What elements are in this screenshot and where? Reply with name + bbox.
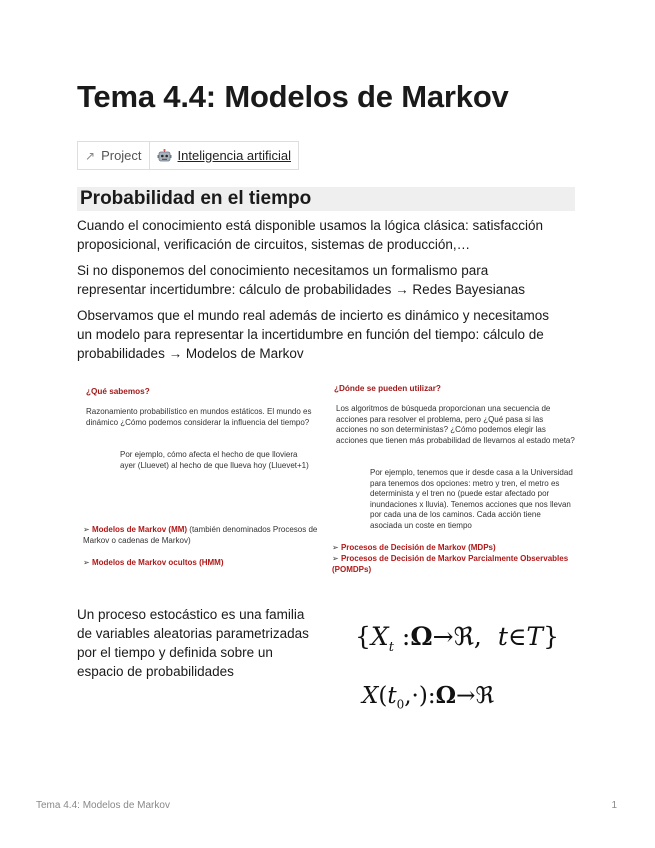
slide-left-heading: ¿Qué sabemos?	[86, 387, 150, 396]
stochastic-definition: Un proceso estocástico es una familia de variables aleatorias parametrizadas por el tiempo y definida sobre un espacio de probabilidades	[77, 607, 309, 679]
slide-left-example: Por ejemplo, cómo afecta el hecho de que lloviera ayer (Lluevet) al hecho de que llueva hoy (Lluevet+1)	[120, 450, 309, 470]
bullet-arrow-icon: ➢	[83, 558, 92, 567]
paragraph-logic: Cuando el conocimiento está disponible usamos la lógica clásica: satisfacción proposicional, verificación de circuitos, sistemas de producción,…	[77, 218, 544, 252]
slide-right-bullet-2: ➢ Procesos de Decisión de Markov Parcialmente Observables (POMDPs)	[332, 554, 569, 574]
page-title: Tema 4.4: Modelos de Markov	[77, 79, 509, 114]
slide-left-bullet-2: ➢ Modelos de Markov ocultos (HMM)	[83, 558, 224, 567]
bullet-arrow-icon: ➢	[332, 554, 341, 563]
project-label: Project	[101, 148, 142, 163]
slide-right-example: Por ejemplo, tenemos que ir desde casa a la Universidad para tenemos dos opciones: metro y tren, el metro es determinista y el tren no (puede estar afectado por inundaciones x lluvia). Tenemos acciones que nos llevan por cada una de los caminos. Cada acción tiene asociada un coste en tiempo	[370, 468, 573, 530]
slide-right-text: Los algoritmos de búsqueda proporcionan una secuencia de acciones para resolver el problema, pero ¿Qué pasa si las acciones no son deterministas? ¿Cómo podemos elegir las acciones que tienen más probabilidad de llevarnos al estado meta?	[336, 404, 575, 445]
project-property-value[interactable]	[149, 142, 298, 169]
slide-left-text: Razonamiento probabilístico en mundos estáticos. El mundo es dinámico ¿Cómo podemos considerar la influencia del tiempo?	[86, 407, 312, 427]
bullet-arrow-icon: ➢	[332, 543, 341, 552]
page-number: 1	[611, 800, 617, 811]
footer-title: Tema 4.4: Modelos de Markov	[36, 800, 170, 811]
paragraph-dynamic: Observamos que el mundo real además de incierto es dinámico y necesitamos un modelo para representar la incertidumbre en función del tiempo: cálculo de probabilidades → Modelos de Markov	[77, 308, 549, 361]
north-east-arrow-icon: ↗	[85, 148, 96, 163]
slide-right-heading: ¿Dónde se pueden utilizar?	[334, 384, 441, 393]
formula-process: {$X_t$ :Ω→ℜ, t∈T}	[355, 622, 559, 655]
bullet-arrow-icon: ➢	[83, 525, 92, 534]
project-link[interactable]: Inteligencia artificial	[177, 148, 291, 163]
project-property-label	[78, 142, 149, 169]
section-heading: Probabilidad en el tiempo	[77, 187, 575, 211]
slide-left-bullet-1: ➢ Modelos de Markov (MM) (también denominados Procesos de Markov o cadenas de Markov)	[83, 525, 318, 545]
properties-table	[77, 141, 299, 170]
paragraph-uncertainty: Si no disponemos del conocimiento necesitamos un formalismo para representar incertidumbre: cálculo de probabilidades → Redes Bayesianas	[77, 263, 525, 297]
slide-right-bullet-1: ➢ Procesos de Decisión de Markov (MDPs)	[332, 543, 496, 552]
robot-icon	[157, 149, 172, 163]
formula-sample-path: $X(t_0,\cdot):\Omega\to ℜ$	[362, 682, 495, 712]
